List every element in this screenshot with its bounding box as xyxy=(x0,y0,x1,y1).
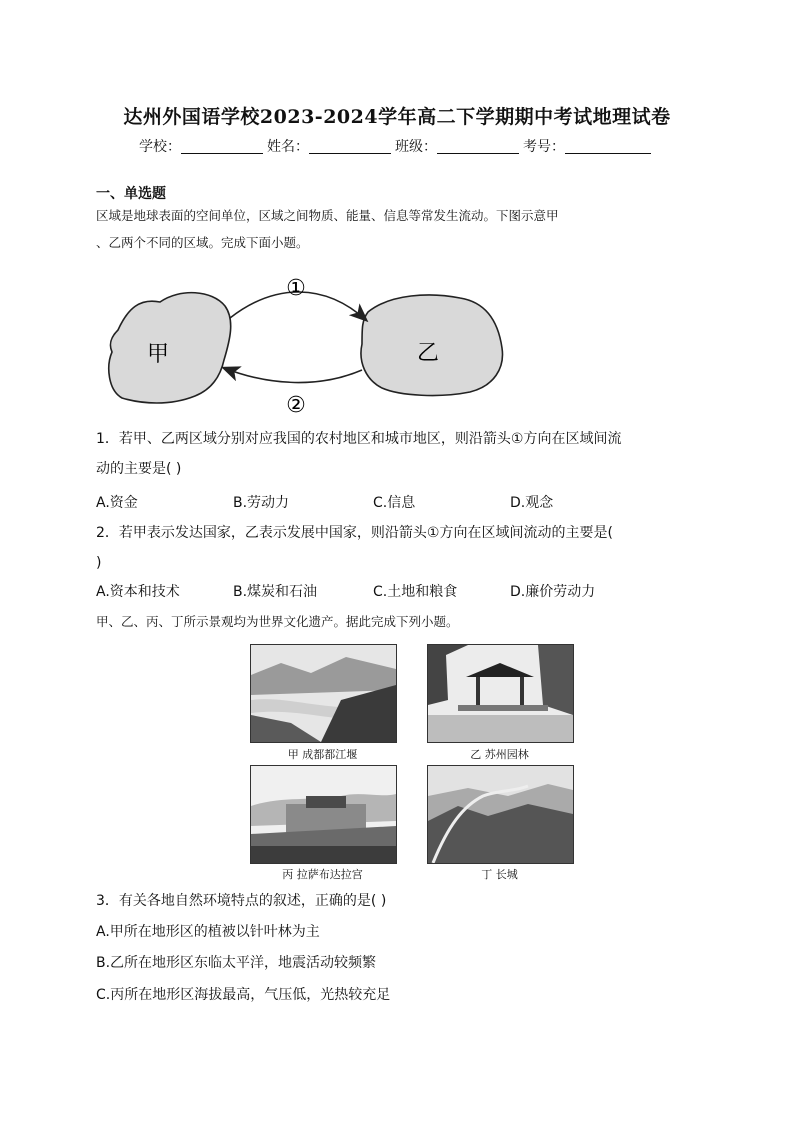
region-flow-diagram xyxy=(100,268,510,418)
page-title: 达州外国语学校2023-2024学年高二下学期期中考试地理试卷 xyxy=(123,106,671,128)
exam-number-label: 考号： xyxy=(523,139,565,155)
q1-option-a[interactable]: A.资金 xyxy=(96,495,138,511)
q3-option-b[interactable]: B.乙所在地形区东临太平洋，地震活动较频繁 xyxy=(96,955,377,971)
question-1-line: 1．若甲、乙两区域分别对应我国的农村地区和城市地区，则沿箭头①方向在区域间流 xyxy=(96,431,622,447)
question-2 xyxy=(96,518,706,578)
photo-potala-palace xyxy=(250,765,397,864)
class-label: 班级： xyxy=(395,139,437,155)
region-a-label: 甲 xyxy=(146,342,170,367)
photo-dujiangyan xyxy=(250,644,397,743)
q2-option-b[interactable]: B.煤炭和石油 xyxy=(233,584,318,600)
region-b-label: 乙 xyxy=(416,341,440,366)
question-1 xyxy=(96,424,706,484)
q1-option-d[interactable]: D.观念 xyxy=(510,495,554,511)
q1-option-c[interactable]: C.信息 xyxy=(373,495,416,511)
student-info-line xyxy=(0,136,794,156)
exam-number-blank[interactable] xyxy=(565,139,651,154)
question-3-stem: 3．有关各地自然环境特点的叙述，正确的是( ) xyxy=(96,893,387,909)
class-blank[interactable] xyxy=(437,139,519,154)
q1-option-b[interactable]: B.劳动力 xyxy=(233,495,290,511)
intro-paragraph-2: 甲、乙、丙、丁所示景观均为世界文化遗产。据此完成下列小题。 xyxy=(96,614,459,629)
name-blank[interactable] xyxy=(309,139,391,154)
photo-caption-bing: 丙 拉萨布达拉宫 xyxy=(282,868,363,881)
q3-option-a[interactable]: A.甲所在地形区的植被以针叶林为主 xyxy=(96,924,320,940)
region-a-shape xyxy=(109,293,231,403)
intro-line: 区域是地球表面的空间单位，区域之间物质、能量、信息等常发生流动。下图示意甲 xyxy=(96,208,559,223)
section-heading: 一、单选题 xyxy=(96,186,166,202)
intro-line: 、乙两个不同的区域。完成下面小题。 xyxy=(96,235,309,250)
photo-caption-ding: 丁 长城 xyxy=(481,868,518,881)
q2-option-c[interactable]: C.土地和粮食 xyxy=(373,584,458,600)
school-blank[interactable] xyxy=(181,139,263,154)
school-label: 学校： xyxy=(139,139,181,155)
q3-option-c[interactable]: C.丙所在地形区海拔最高，气压低，光热较充足 xyxy=(96,987,391,1003)
question-2-line: ) xyxy=(96,555,102,571)
arrow-bottom-label: ② xyxy=(286,393,306,418)
question-1-line: 动的主要是( ) xyxy=(96,461,182,477)
intro-paragraph-1 xyxy=(96,202,706,256)
arrow-bottom xyxy=(224,368,362,383)
photo-caption-jia: 甲 成都都江堰 xyxy=(287,748,358,761)
name-label: 姓名： xyxy=(267,139,309,155)
photo-suzhou-garden xyxy=(427,644,574,743)
q2-option-d[interactable]: D.廉价劳动力 xyxy=(510,584,596,600)
question-2-line: 2．若甲表示发达国家，乙表示发展中国家，则沿箭头①方向在区域间流动的主要是( xyxy=(96,525,613,541)
q2-option-a[interactable]: A.资本和技术 xyxy=(96,584,180,600)
photo-caption-yi: 乙 苏州园林 xyxy=(470,748,529,761)
arrow-top-label: ① xyxy=(286,276,306,301)
photo-great-wall xyxy=(427,765,574,864)
